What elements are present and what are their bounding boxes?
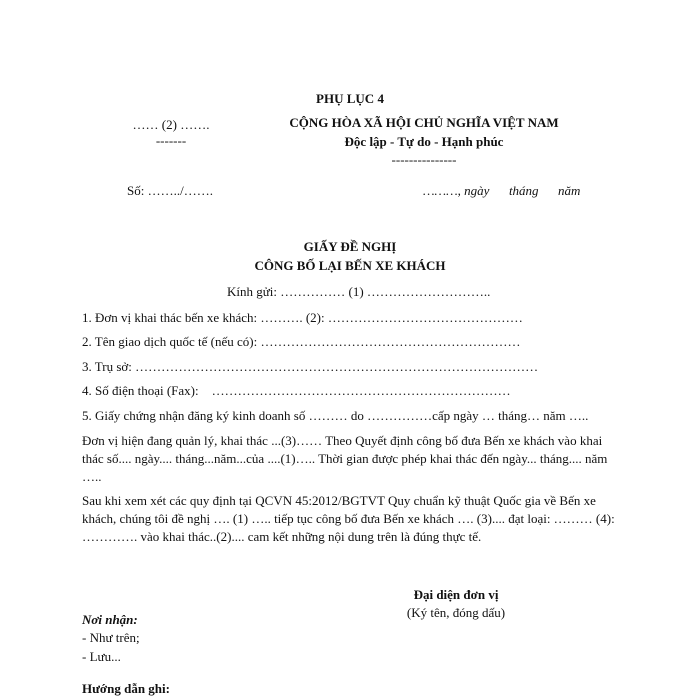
place-date-line: ………, ngày tháng năm <box>423 183 581 198</box>
recipient-item: - Lưu... <box>82 649 121 664</box>
recipient-item: - Như trên; <box>82 630 140 645</box>
left-header-divider: ------- <box>155 133 187 148</box>
field-head-office: 3. Trụ sở: ………………………………………………………………………………… <box>82 359 539 374</box>
signature-note: (Ký tên, đóng dấu) <box>406 605 506 620</box>
signature-title: Đại diện đơn vị <box>413 587 499 602</box>
document-title: GIẤY ĐỀ NGHỊ <box>303 239 397 254</box>
appendix-label: PHỤ LỤC 4 <box>316 91 384 106</box>
field-phone-fax: 4. Số điện thoại (Fax): …………………………………………………………… <box>82 383 511 398</box>
recipient-line: Kính gửi: …………… (1) ……………………….. <box>227 284 491 299</box>
paragraph-request: Sau khi xem xét các quy định tại QCVN 45:2012/BGTVT Quy chuẩn kỹ thuật Quốc gia về Bến xe khách, chúng tôi đề nghị …. (1) ….. tiếp tục công bố đưa Bến xe khách …. (3).... đạt loại: ……… (4): …………. vào khai thác..(2).... cam kết những nội dung trên là đúng thực tế. <box>82 493 615 544</box>
field-business-registration: 5. Giấy chứng nhận đăng ký kinh doanh số ……… do ……………cấp ngày … tháng… năm ….. <box>82 408 589 423</box>
field-international-name: 2. Tên giao dịch quốc tế (nếu có): …………………………………………………… <box>82 334 521 349</box>
field-operator: 1. Đơn vị khai thác bến xe khách: ………. (2): ……………………………………… <box>82 310 523 325</box>
guide-label: Hướng dẫn ghi: <box>82 681 170 696</box>
recipients-label: Nơi nhận: <box>82 612 138 627</box>
document-subtitle: CÔNG BỐ LẠI BẾN XE KHÁCH <box>254 258 446 273</box>
national-motto: Độc lập - Tự do - Hạnh phúc <box>344 134 504 149</box>
national-title: CỘNG HÒA XÃ HỘI CHỦ NGHĨA VIỆT NAM <box>289 115 559 130</box>
paragraph-current-operation: Đơn vị hiện đang quản lý, khai thác ...(3)…… Theo Quyết định công bố đưa Bến xe khách vào khai thác số.... ngày.... tháng...năm...của ....(1)….. Thời gian được phép khai thác đến ngày... tháng.... năm ….. <box>82 433 608 484</box>
right-header-divider: --------------- <box>391 152 457 167</box>
issuing-organization: …… (2) ……. <box>132 117 210 132</box>
document-number: Số: ……../……. <box>127 183 213 198</box>
